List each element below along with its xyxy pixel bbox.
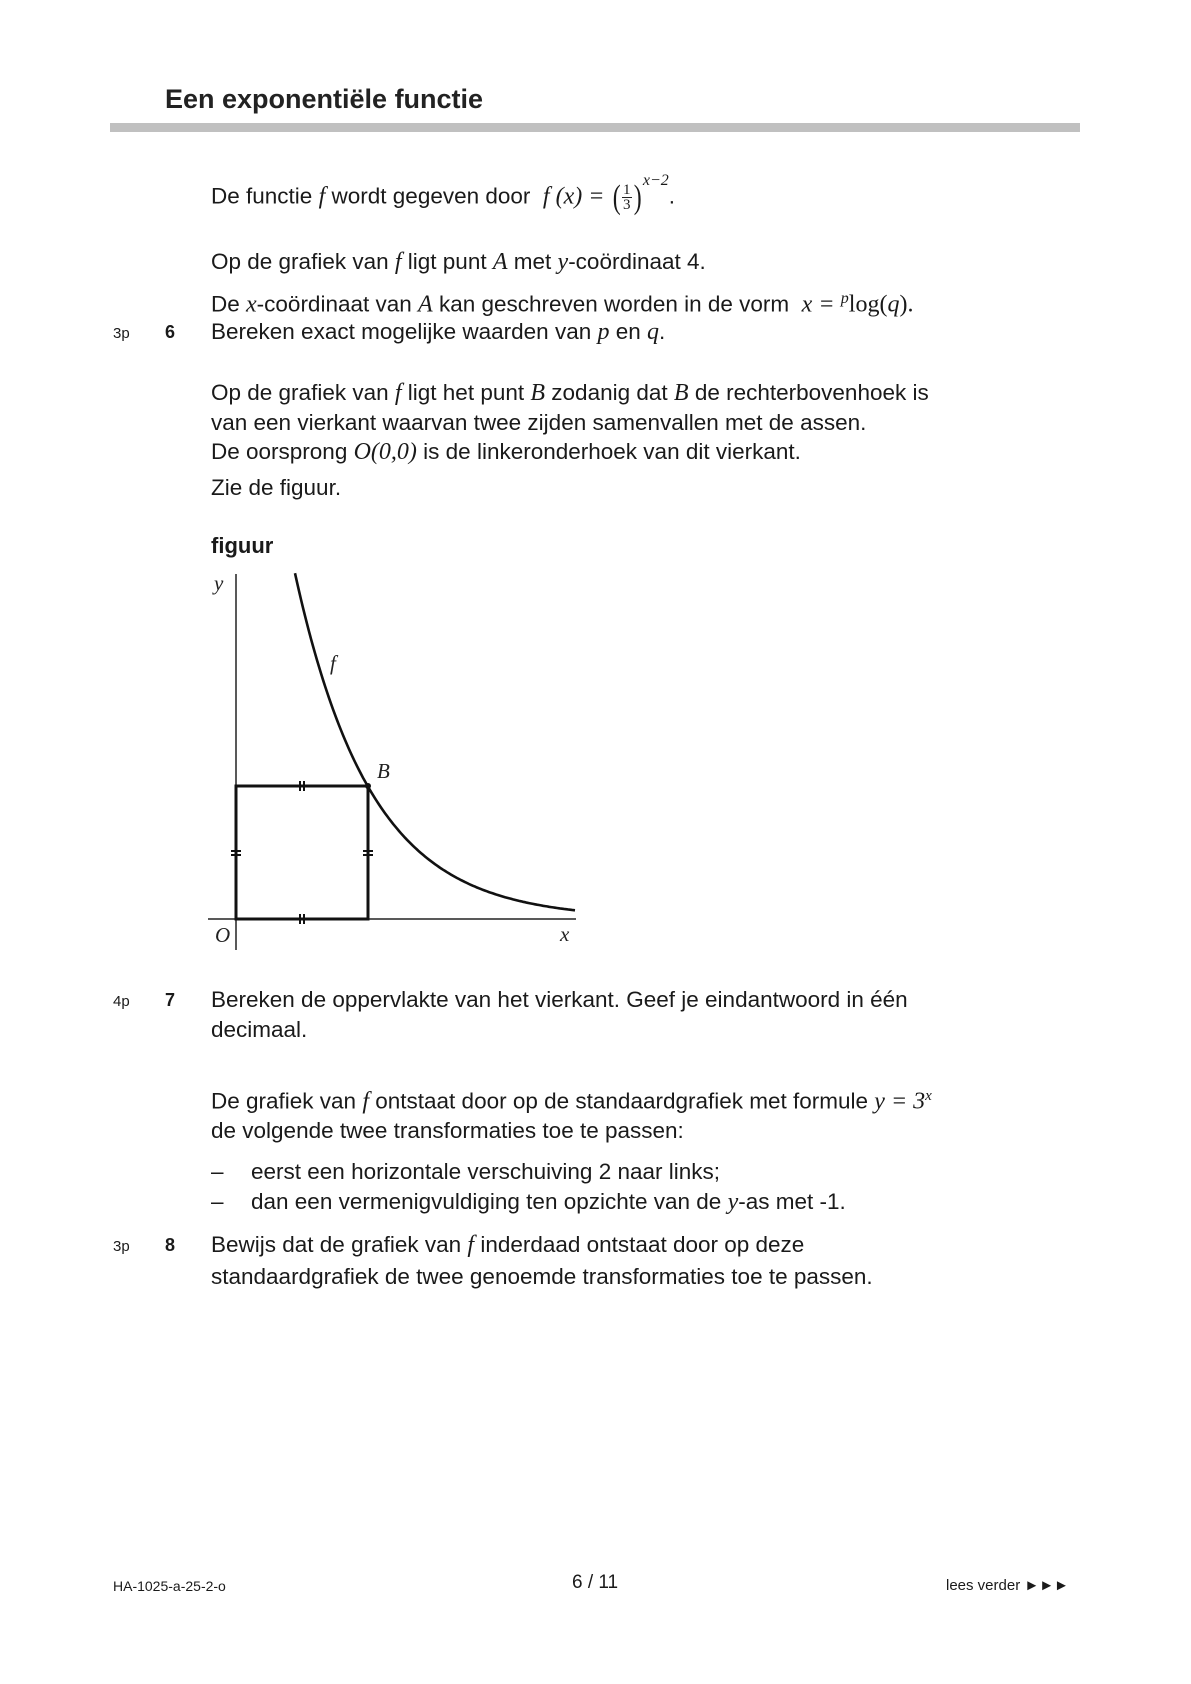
origin-label: O (215, 923, 231, 947)
math-y: y (557, 249, 569, 275)
text: en (609, 319, 647, 344)
text: ontstaat door op de standaardgrafiek met formule (369, 1088, 875, 1114)
q8-context-line-2 (211, 1116, 684, 1146)
fraction-numerator: 1 (623, 182, 631, 199)
formula-exponent: x (925, 1088, 932, 1104)
text: dan een vermenigvuldiging ten opzichte van de (251, 1189, 728, 1214)
formula-p: p (840, 290, 849, 307)
figure-label: figuur (211, 533, 274, 558)
next-page-indicator: lees verder ►►► (946, 1577, 1069, 1594)
text: -coördinaat 4. (568, 249, 706, 274)
text: eerst een horizontale verschuiving 2 naar links; (251, 1159, 721, 1184)
math-B: B (530, 380, 546, 406)
formula-end: ). (899, 291, 914, 318)
math-f: f (467, 1232, 475, 1258)
equal-length-marks (231, 781, 373, 924)
formula-log: log( (848, 291, 888, 318)
paren-close: ) (633, 178, 642, 216)
x-axis-label: x (560, 922, 570, 946)
text: De oorsprong (211, 439, 354, 464)
text: Bereken exact mogelijke waarden van (211, 319, 598, 344)
math-A: A (418, 291, 433, 318)
formula-y: y = 3 (874, 1088, 926, 1115)
paren-open: ( (612, 178, 621, 216)
q8-question-line-2: standaardgrafiek de twee genoemde transformaties toe te passen. (211, 1264, 873, 1289)
formula-x: x = (801, 291, 835, 318)
math-f: f (394, 380, 402, 406)
text: De grafiek van (211, 1088, 363, 1114)
math-f: f (362, 1088, 369, 1115)
text: zodanig dat (545, 380, 674, 405)
text: De (211, 291, 247, 317)
text: -as met -1. (738, 1189, 846, 1214)
intro-text: De functie (211, 183, 313, 209)
text: is de linkeronderhoek van dit vierkant. (416, 439, 801, 464)
curve-label: f (330, 651, 336, 675)
formula-lhs: f (x) = (542, 183, 605, 210)
q7-points: 4p (113, 993, 130, 1010)
q8-number: 8 (165, 1235, 176, 1255)
q7-question-line-1: Bereken de oppervlakte van het vierkant. Geef je eindantwoord in één (211, 987, 908, 1012)
text: kan geschreven worden in de vorm (432, 291, 796, 317)
exponent: x−2 (642, 172, 669, 189)
period: . (668, 183, 676, 209)
page-title: Een exponentiële functie (165, 84, 484, 114)
q7-number: 7 (165, 990, 176, 1010)
math-f: f (394, 249, 402, 275)
q7-question-line-2: decimaal. (211, 1017, 308, 1042)
q6-number: 6 (165, 322, 176, 342)
math-origin: O(0,0) (353, 439, 417, 465)
text: van een vierkant waarvan twee zijden samenvallen met de assen. (211, 410, 867, 435)
dash: – (211, 1159, 224, 1184)
math-q: q (647, 319, 659, 345)
q6-points: 3p (113, 325, 130, 342)
text: Zie de figuur. (211, 475, 342, 500)
text: met (507, 249, 558, 274)
text: de rechterbovenhoek is (688, 380, 929, 405)
math-B: B (673, 380, 689, 406)
q8-bullet-1 (211, 1157, 720, 1187)
text: Bewijs dat de grafiek van (211, 1232, 468, 1257)
dash: – (211, 1189, 224, 1214)
point-B (365, 783, 371, 789)
q8-bullet-2 (211, 1187, 846, 1217)
y-axis-label: y (214, 571, 224, 595)
text: . (659, 319, 666, 344)
fraction-denominator: 3 (623, 197, 631, 214)
formula-q: q (887, 291, 900, 318)
text: ligt punt (401, 249, 493, 274)
math-A: A (492, 249, 508, 275)
curve-f (295, 573, 575, 910)
text: de volgende twee transformaties toe te passen: (211, 1118, 684, 1143)
text: inderdaad ontstaat door op deze (474, 1232, 805, 1257)
text: -coördinaat van (256, 291, 419, 317)
text: Op de grafiek van (211, 380, 395, 405)
page-number: 6 / 11 (572, 1572, 619, 1593)
math-x: x (246, 291, 257, 318)
q8-context-line-1 (211, 1081, 932, 1117)
text: ligt het punt (401, 380, 531, 405)
math-y: y (727, 1189, 739, 1215)
square (236, 786, 368, 919)
q8-question-line-1 (211, 1230, 804, 1260)
q8-points: 3p (113, 1238, 130, 1255)
math-f: f (318, 183, 326, 210)
text: Op de grafiek van (211, 249, 395, 274)
math-p: p (597, 319, 610, 345)
intro-text2: wordt gegeven door (331, 183, 531, 209)
document-code: HA-1025-a-25-2-o (113, 1578, 226, 1594)
point-B-label: B (377, 759, 390, 783)
